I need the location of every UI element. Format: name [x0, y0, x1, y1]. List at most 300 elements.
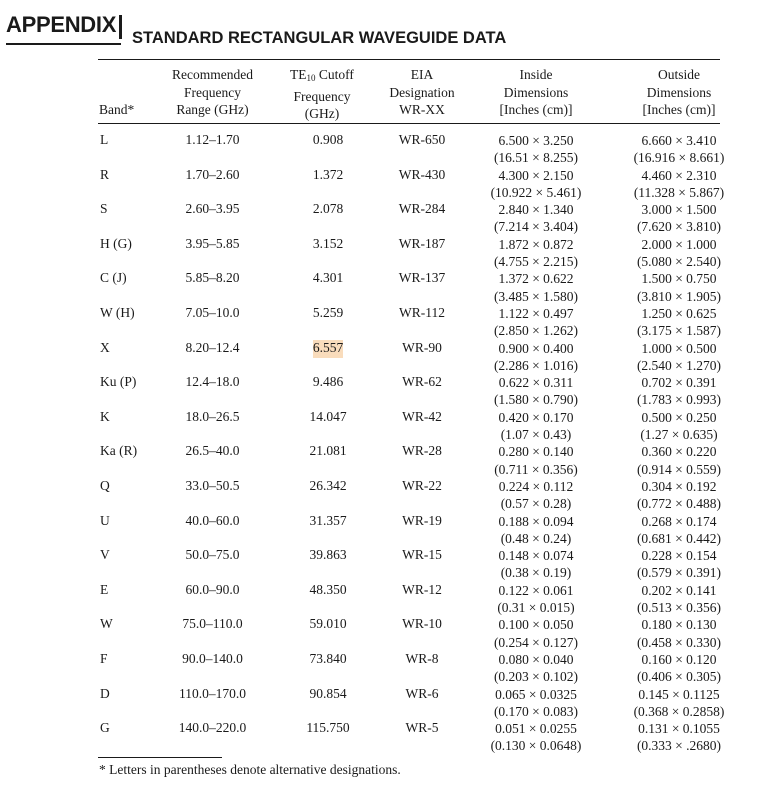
row-frequency-range [160, 270, 265, 286]
row-band-text: L [100, 132, 109, 147]
row-cutoff-frequency [292, 201, 364, 217]
header-frequency-range [160, 66, 265, 119]
table-row [0, 131, 757, 166]
row-inside-dimensions-cm: (0.130 × 0.0648) [490, 738, 582, 754]
table-row [0, 581, 757, 616]
row-band [100, 305, 135, 321]
row-band [100, 374, 136, 390]
row-cutoff-frequency [292, 305, 364, 321]
row-inside-dimensions-cm: (0.48 × 0.24) [500, 530, 572, 546]
row-band-text: Ka (R) [100, 443, 138, 459]
row-outside-dimensions-cm: (0.681 × 0.442) [636, 530, 722, 546]
row-eia-designation-text: WR-284 [398, 201, 446, 217]
row-cutoff-frequency [292, 651, 364, 667]
row-frequency-range [160, 513, 265, 529]
row-inside-dimensions [483, 132, 589, 167]
row-inside-dimensions [483, 686, 589, 721]
row-eia-designation-text: WR-12 [402, 581, 442, 597]
row-frequency-range [160, 167, 265, 183]
row-inside-dimensions [483, 409, 589, 444]
row-outside-dimensions [620, 270, 738, 305]
row-eia-designation-text: WR-15 [402, 547, 442, 563]
row-inside-dimensions-inches: 0.122 × 0.061 [498, 582, 574, 598]
row-eia-designation-text: WR-8 [405, 651, 439, 666]
row-inside-dimensions-inches: 0.622 × 0.311 [498, 375, 574, 391]
row-outside-dimensions-inches: 0.160 × 0.120 [641, 652, 717, 667]
row-band [100, 720, 110, 736]
header-line: [Inches (cm)] [499, 102, 573, 117]
row-frequency-range-text: 1.12–1.70 [185, 132, 240, 147]
row-outside-dimensions-cm: (0.914 × 0.559) [636, 461, 722, 477]
row-outside-dimensions-inches: 4.460 × 2.310 [641, 167, 717, 183]
row-eia-designation-text: WR-112 [399, 305, 445, 320]
row-inside-dimensions-inches: 0.100 × 0.050 [498, 617, 574, 633]
row-band [100, 547, 110, 563]
row-frequency-range-text: 12.4–18.0 [185, 374, 240, 390]
row-cutoff-frequency-text: 3.152 [312, 235, 344, 251]
table-row [0, 304, 757, 339]
row-band-text: V [100, 547, 110, 563]
row-band-text: W [100, 616, 113, 632]
header-line: (GHz) [304, 106, 340, 121]
row-cutoff-frequency-text: 5.259 [312, 305, 344, 320]
table-row [0, 512, 757, 547]
table-row [0, 719, 757, 754]
row-eia-designation [380, 409, 464, 425]
row-band [100, 409, 110, 425]
row-eia-designation-text: WR-187 [398, 235, 446, 251]
row-outside-dimensions [620, 132, 738, 167]
row-outside-dimensions-inches: 1.000 × 0.500 [641, 340, 717, 356]
row-cutoff-frequency [292, 720, 364, 736]
table-title: STANDARD RECTANGULAR WAVEGUIDE DATA [132, 29, 507, 47]
row-eia-designation-text: WR-137 [398, 270, 446, 286]
row-outside-dimensions-cm: (16.916 × 8.661) [633, 150, 725, 166]
row-cutoff-frequency [292, 132, 364, 148]
row-cutoff-frequency-text: 90.854 [309, 685, 347, 701]
row-frequency-range-text: 90.0–140.0 [182, 651, 243, 666]
table-row [0, 477, 757, 512]
row-inside-dimensions [483, 236, 589, 271]
row-cutoff-frequency-text: 0.908 [312, 132, 344, 147]
row-cutoff-frequency [292, 374, 364, 390]
row-band-text: Q [100, 478, 110, 493]
row-inside-dimensions-inches: 6.500 × 3.250 [498, 133, 574, 148]
row-band [100, 443, 137, 459]
row-frequency-range-text: 2.60–3.95 [185, 201, 240, 217]
row-band-text: D [100, 685, 110, 701]
row-outside-dimensions-cm: (0.772 × 0.488) [636, 496, 722, 512]
row-outside-dimensions-inches: 3.000 × 1.500 [641, 202, 717, 218]
row-outside-dimensions [620, 305, 738, 340]
row-cutoff-frequency [292, 340, 364, 356]
row-outside-dimensions-inches: 0.304 × 0.192 [641, 479, 717, 494]
row-eia-designation [380, 201, 464, 217]
header-line: Inside [519, 67, 553, 82]
row-inside-dimensions-inches: 0.420 × 0.170 [498, 409, 574, 425]
row-outside-dimensions-inches: 1.500 × 0.750 [641, 271, 717, 287]
header-line: Dimensions [646, 84, 712, 100]
row-outside-dimensions-cm: (3.175 × 1.587) [636, 323, 722, 339]
row-frequency-range-text: 3.95–5.85 [185, 235, 240, 251]
row-frequency-range [160, 132, 265, 148]
header-line: [Inches (cm)] [642, 102, 716, 117]
header-line: Frequency [293, 88, 351, 104]
row-frequency-range-text: 140.0–220.0 [178, 720, 247, 736]
row-inside-dimensions-cm: (0.254 × 0.127) [493, 634, 579, 650]
row-eia-designation [380, 513, 464, 529]
row-band-text: W (H) [100, 305, 135, 320]
row-frequency-range-text: 26.5–40.0 [185, 443, 240, 459]
row-band [100, 236, 132, 252]
row-band-text: S [100, 201, 108, 217]
row-inside-dimensions [483, 443, 589, 478]
row-outside-dimensions [620, 201, 738, 236]
table-row [0, 166, 757, 201]
row-inside-dimensions-cm: (7.214 × 3.404) [493, 219, 579, 235]
row-inside-dimensions-inches: 1.872 × 0.872 [498, 236, 574, 252]
row-inside-dimensions-cm: (0.170 × 0.083) [493, 703, 579, 719]
header-line: Frequency [184, 84, 241, 100]
row-eia-designation [380, 686, 464, 702]
row-inside-dimensions [483, 616, 589, 651]
row-frequency-range [160, 478, 265, 494]
row-inside-dimensions-cm: (0.203 × 0.102) [493, 669, 579, 685]
row-cutoff-frequency-text: 14.047 [309, 408, 347, 424]
row-frequency-range [160, 236, 265, 252]
row-inside-dimensions-cm: (1.580 × 0.790) [493, 392, 579, 408]
header-line: EIA [410, 67, 434, 82]
table-row [0, 200, 757, 235]
row-outside-dimensions [620, 236, 738, 271]
row-inside-dimensions-cm: (0.711 × 0.356) [494, 461, 578, 477]
row-band-text: K [100, 408, 110, 424]
row-cutoff-frequency-text: 39.863 [309, 547, 347, 563]
row-cutoff-frequency [292, 478, 364, 494]
header-inside-dimensions [483, 66, 589, 119]
row-inside-dimensions-inches: 1.372 × 0.622 [498, 271, 574, 287]
row-band-text: H (G) [100, 235, 132, 251]
row-outside-dimensions-cm: (1.27 × 0.635) [640, 427, 718, 443]
row-inside-dimensions-inches: 0.051 × 0.0255 [495, 721, 577, 737]
row-eia-designation-text: WR-90 [402, 339, 442, 355]
appendix-underline [6, 43, 121, 45]
row-cutoff-frequency [292, 547, 364, 563]
row-frequency-range-text: 18.0–26.5 [185, 408, 240, 424]
row-outside-dimensions-cm: (2.540 × 1.270) [636, 357, 722, 373]
row-inside-dimensions [483, 305, 589, 340]
row-eia-designation [380, 651, 464, 667]
row-outside-dimensions-inches: 0.228 × 0.154 [641, 548, 717, 564]
row-cutoff-frequency-text: 21.081 [309, 443, 347, 459]
row-cutoff-frequency [292, 236, 364, 252]
row-frequency-range [160, 547, 265, 563]
row-band [100, 651, 108, 667]
row-outside-dimensions-cm: (3.810 × 1.905) [636, 288, 722, 304]
row-cutoff-frequency-text: 48.350 [309, 581, 347, 597]
row-frequency-range-text: 5.85–8.20 [185, 270, 240, 286]
row-inside-dimensions-cm: (3.485 × 1.580) [493, 288, 579, 304]
table-row [0, 373, 757, 408]
row-inside-dimensions [483, 374, 589, 409]
row-inside-dimensions-cm: (16.51 × 8.255) [493, 150, 579, 166]
row-eia-designation-text: WR-42 [402, 408, 442, 424]
row-band [100, 201, 108, 217]
table-row [0, 615, 757, 650]
table-row [0, 442, 757, 477]
row-cutoff-frequency [292, 270, 364, 286]
row-eia-designation [380, 374, 464, 390]
row-inside-dimensions [483, 547, 589, 582]
row-eia-designation-text: WR-6 [405, 685, 439, 701]
row-outside-dimensions-inches: 0.702 × 0.391 [641, 375, 717, 391]
row-frequency-range-text: 1.70–2.60 [185, 166, 240, 182]
table-row [0, 408, 757, 443]
row-band-text: F [100, 651, 108, 666]
row-outside-dimensions [620, 340, 738, 375]
row-inside-dimensions [483, 651, 589, 686]
row-outside-dimensions-inches: 0.131 × 0.1055 [638, 721, 720, 737]
row-inside-dimensions-inches: 1.122 × 0.497 [498, 306, 574, 321]
row-eia-designation [380, 547, 464, 563]
row-cutoff-frequency-text: 115.750 [306, 720, 350, 736]
row-inside-dimensions-cm: (0.38 × 0.19) [500, 565, 572, 581]
row-outside-dimensions-cm: (0.406 × 0.305) [636, 669, 722, 685]
row-outside-dimensions-cm: (7.620 × 3.810) [636, 219, 722, 235]
row-outside-dimensions [620, 651, 738, 686]
row-outside-dimensions [620, 478, 738, 513]
row-inside-dimensions-inches: 0.900 × 0.400 [498, 340, 574, 356]
row-eia-designation [380, 582, 464, 598]
header-line: Range (GHz) [176, 102, 249, 117]
row-frequency-range [160, 374, 265, 390]
row-cutoff-frequency-text: 26.342 [309, 478, 347, 493]
row-band-text: R [100, 166, 110, 182]
header-line: Designation [389, 84, 455, 100]
header-outside-dimensions [620, 66, 738, 119]
row-inside-dimensions-cm: (0.57 × 0.28) [500, 496, 572, 512]
row-band [100, 270, 127, 286]
row-band-text: Ku (P) [100, 374, 137, 390]
row-inside-dimensions [483, 201, 589, 236]
row-frequency-range [160, 409, 265, 425]
row-outside-dimensions [620, 513, 738, 548]
row-cutoff-frequency [292, 582, 364, 598]
row-eia-designation-text: WR-10 [402, 616, 442, 632]
row-frequency-range-text: 60.0–90.0 [185, 581, 240, 597]
row-eia-designation [380, 720, 464, 736]
row-outside-dimensions [620, 167, 738, 202]
row-outside-dimensions-inches: 1.250 × 0.625 [641, 306, 717, 321]
header-line [280, 66, 364, 88]
row-eia-designation [380, 443, 464, 459]
row-outside-dimensions-inches: 0.202 × 0.141 [641, 582, 717, 598]
header-eia-designation [380, 66, 464, 119]
row-inside-dimensions-inches: 0.065 × 0.0325 [495, 686, 577, 702]
row-inside-dimensions-inches: 4.300 × 2.150 [498, 167, 574, 183]
te-label: TE [290, 67, 307, 82]
row-inside-dimensions-inches: 0.188 × 0.094 [498, 513, 574, 529]
row-band [100, 167, 109, 183]
row-inside-dimensions [483, 167, 589, 202]
row-cutoff-frequency [292, 409, 364, 425]
row-inside-dimensions-cm: (0.31 × 0.015) [497, 600, 575, 616]
row-band-text: X [100, 339, 110, 355]
row-inside-dimensions-inches: 0.224 × 0.112 [498, 479, 574, 494]
row-outside-dimensions-cm: (5.080 × 2.540) [636, 254, 722, 270]
row-frequency-range [160, 340, 265, 356]
row-inside-dimensions-inches: 0.080 × 0.040 [498, 652, 574, 667]
row-inside-dimensions [483, 270, 589, 305]
header-rule [98, 123, 720, 124]
appendix-bar [119, 15, 122, 39]
row-inside-dimensions-cm: (2.850 × 1.262) [493, 323, 579, 339]
row-eia-designation [380, 236, 464, 252]
row-band [100, 686, 110, 702]
row-cutoff-frequency-text: 4.301 [312, 270, 344, 286]
row-inside-dimensions [483, 478, 589, 513]
row-frequency-range [160, 686, 265, 702]
row-band [100, 616, 113, 632]
cutoff-label: Cutoff [315, 67, 354, 82]
row-cutoff-frequency-text: 9.486 [312, 374, 344, 390]
header-cutoff-frequency [280, 66, 364, 123]
table-row [0, 269, 757, 304]
row-inside-dimensions-cm: (1.07 × 0.43) [500, 427, 572, 443]
row-cutoff-frequency-text: 1.372 [312, 166, 344, 182]
row-cutoff-frequency [292, 167, 364, 183]
row-eia-designation [380, 340, 464, 356]
row-band [100, 582, 108, 598]
row-inside-dimensions-cm: (4.755 × 2.215) [493, 254, 579, 270]
row-eia-designation [380, 167, 464, 183]
row-frequency-range [160, 305, 265, 321]
row-outside-dimensions-cm: (0.513 × 0.356) [636, 600, 722, 616]
row-inside-dimensions-inches: 0.280 × 0.140 [498, 444, 574, 460]
row-inside-dimensions-cm: (10.922 × 5.461) [490, 184, 582, 200]
row-frequency-range [160, 201, 265, 217]
row-cutoff-frequency [292, 513, 364, 529]
row-cutoff-frequency-text: 59.010 [309, 616, 347, 632]
table-row [0, 235, 757, 270]
header-band: Band* [99, 102, 135, 117]
row-cutoff-frequency [292, 686, 364, 702]
appendix-label: APPENDIX [6, 12, 117, 37]
row-eia-designation-text: WR-22 [402, 478, 442, 493]
te-subscript: 10 [306, 73, 316, 83]
row-frequency-range [160, 582, 265, 598]
row-eia-designation [380, 132, 464, 148]
row-outside-dimensions-cm: (0.333 × .2680) [636, 738, 722, 754]
row-frequency-range-text: 110.0–170.0 [179, 685, 246, 701]
row-eia-designation-text: WR-28 [402, 443, 442, 459]
row-outside-dimensions [620, 409, 738, 444]
header-line: Outside [658, 67, 700, 82]
row-outside-dimensions-cm: (0.458 × 0.330) [636, 634, 722, 650]
row-inside-dimensions [483, 340, 589, 375]
row-cutoff-frequency-text: 2.078 [312, 201, 344, 217]
row-eia-designation [380, 305, 464, 321]
row-outside-dimensions-cm: (11.328 × 5.867) [633, 184, 725, 200]
row-eia-designation-text: WR-19 [402, 512, 442, 528]
top-rule [98, 59, 720, 60]
highlighted-cutoff-value: 6.557 [313, 340, 343, 358]
row-frequency-range [160, 616, 265, 632]
row-outside-dimensions [620, 374, 738, 409]
row-band-text: U [100, 512, 110, 528]
table-row [0, 546, 757, 581]
row-cutoff-frequency-text: 31.357 [309, 512, 347, 528]
row-outside-dimensions [620, 443, 738, 478]
header-line: WR-XX [399, 102, 445, 117]
row-band [100, 340, 110, 356]
row-outside-dimensions-cm: (0.368 × 0.2858) [633, 703, 725, 719]
row-outside-dimensions-cm: (0.579 × 0.391) [636, 565, 722, 581]
row-inside-dimensions [483, 720, 589, 755]
row-inside-dimensions-inches: 0.148 × 0.074 [498, 548, 574, 564]
row-eia-designation [380, 616, 464, 632]
row-frequency-range-text: 75.0–110.0 [182, 616, 243, 632]
row-inside-dimensions-cm: (2.286 × 1.016) [493, 357, 579, 373]
row-frequency-range-text: 50.0–75.0 [185, 547, 240, 563]
row-eia-designation-text: WR-62 [402, 374, 442, 390]
row-outside-dimensions-inches: 0.500 × 0.250 [641, 409, 717, 425]
row-band-text: E [100, 581, 109, 597]
row-band-text: G [100, 720, 110, 736]
row-eia-designation-text: WR-650 [398, 132, 446, 147]
footnote-rule [98, 757, 222, 758]
row-frequency-range-text: 33.0–50.5 [185, 478, 240, 493]
row-outside-dimensions-inches: 0.360 × 0.220 [641, 444, 717, 460]
row-eia-designation [380, 270, 464, 286]
row-frequency-range [160, 443, 265, 459]
row-frequency-range [160, 651, 265, 667]
row-outside-dimensions [620, 547, 738, 582]
row-outside-dimensions-cm: (1.783 × 0.993) [636, 392, 722, 408]
row-eia-designation-text: WR-5 [405, 720, 439, 736]
row-cutoff-frequency [292, 443, 364, 459]
row-band [100, 513, 110, 529]
row-cutoff-frequency-text: 73.840 [309, 651, 347, 666]
row-outside-dimensions [620, 720, 738, 755]
row-frequency-range-text: 40.0–60.0 [185, 512, 240, 528]
row-cutoff-frequency [292, 616, 364, 632]
row-outside-dimensions-inches: 0.180 × 0.130 [641, 617, 717, 633]
row-eia-designation-text: WR-430 [398, 166, 446, 182]
row-band [100, 132, 108, 148]
table-row [0, 685, 757, 720]
row-outside-dimensions-inches: 2.000 × 1.000 [641, 236, 717, 252]
page-heading [6, 12, 736, 52]
row-frequency-range-text: 7.05–10.0 [185, 305, 240, 320]
row-outside-dimensions [620, 616, 738, 651]
row-outside-dimensions [620, 686, 738, 721]
row-outside-dimensions-inches: 6.660 × 3.410 [641, 133, 717, 148]
row-outside-dimensions-inches: 0.145 × 0.1125 [638, 686, 720, 702]
row-frequency-range [160, 720, 265, 736]
row-frequency-range-text: 8.20–12.4 [185, 339, 240, 355]
row-outside-dimensions-inches: 0.268 × 0.174 [641, 513, 717, 529]
table-row [0, 339, 757, 374]
row-inside-dimensions-inches: 2.840 × 1.340 [498, 202, 574, 218]
footnote: * Letters in parentheses denote alternative designations. [99, 762, 401, 777]
header-line: Dimensions [503, 84, 569, 100]
row-eia-designation [380, 478, 464, 494]
row-band-text: C (J) [100, 270, 127, 286]
header-line: Recommended [172, 67, 253, 82]
row-inside-dimensions [483, 582, 589, 617]
row-band [100, 478, 110, 494]
